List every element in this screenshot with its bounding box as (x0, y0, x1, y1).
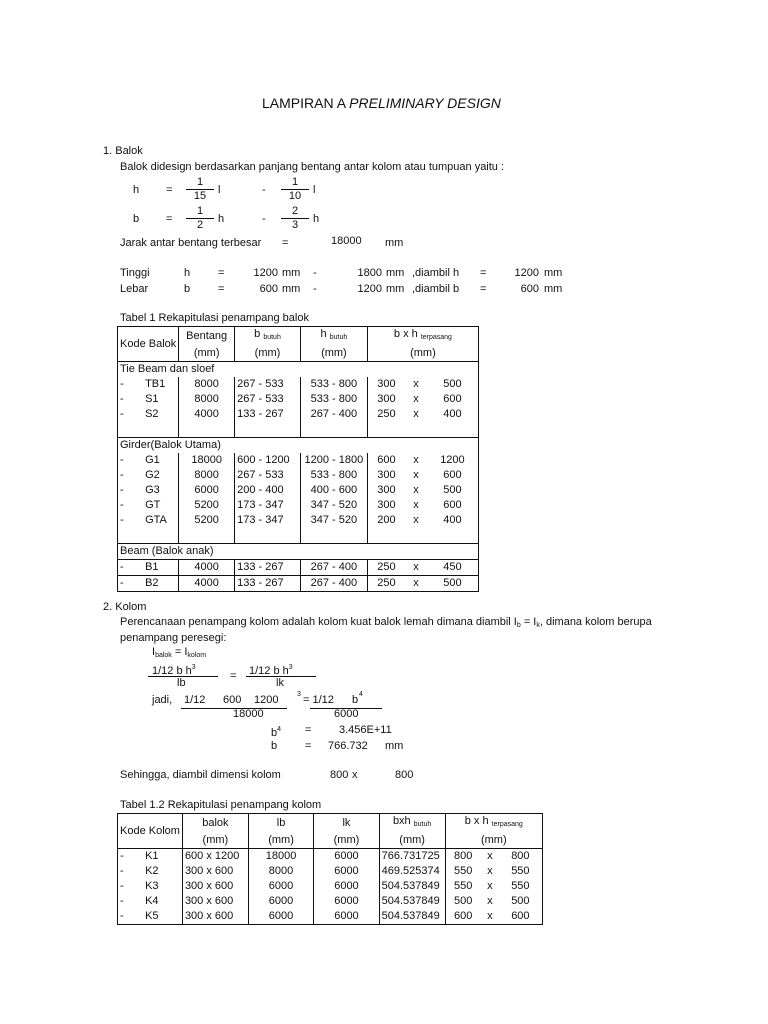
row-b1: 300 (367, 468, 405, 483)
th-b-butuh (235, 327, 301, 346)
row-cell-kode (118, 498, 179, 513)
row-dash: - (120, 378, 124, 390)
row-h: 600 (499, 909, 543, 925)
th-bxh-sub: butuh (413, 821, 432, 828)
row-h: 533 - 800 (300, 377, 367, 392)
row-b: 133 - 267 (235, 560, 301, 576)
row-kode: K2 (145, 865, 159, 877)
row-cell-kode (118, 483, 179, 498)
b-eq: = (166, 213, 173, 225)
row-dash: - (120, 865, 124, 877)
row-cell-kode (118, 576, 179, 592)
table-row (118, 879, 543, 894)
table-row (118, 894, 543, 909)
row-dash: - (120, 393, 124, 405)
row-bxh: 766.731725 (379, 849, 445, 865)
row-lb: 6000 (248, 909, 313, 925)
lebar-v2: 1200 (357, 283, 382, 295)
b4-var: b (271, 727, 278, 739)
row-h: 347 - 520 (300, 513, 367, 528)
row-cell-kode (118, 513, 179, 528)
row-b1: 250 (367, 576, 405, 592)
title-plain: LAMPIRAN A (262, 95, 350, 111)
fraction-1-2 (186, 205, 214, 232)
eq-left-sup: 3 (191, 664, 196, 671)
row-b: 173 - 347 (235, 513, 301, 528)
jadi-label: jadi, (152, 694, 173, 706)
lebar-u3: mm (544, 283, 563, 295)
row-kode: K1 (145, 850, 159, 862)
row-h: 533 - 800 (300, 468, 367, 483)
frac-num: 2 (281, 205, 309, 219)
row-dash: - (120, 561, 124, 573)
row-dash: - (120, 910, 124, 922)
eq-right-sup: 3 (288, 664, 293, 671)
lebar-eq: = (218, 283, 225, 295)
b-result-value: 766.732 (328, 740, 368, 752)
frac-var: l (313, 184, 316, 196)
frac-var: h (313, 213, 320, 225)
row-kode: TB1 (145, 378, 166, 390)
row-bxh: 504.537849 (379, 879, 445, 894)
row-b: 200 - 400 (235, 483, 301, 498)
lebar-eq2: = (480, 283, 487, 295)
b4-eq: = (305, 724, 312, 736)
row-bentang: 5200 (179, 498, 235, 513)
para1-mid: = I (520, 616, 537, 628)
eq-left-num-text: 1/12 b h (152, 665, 192, 677)
row-b1: 200 (367, 513, 405, 528)
dim-x: x (352, 769, 358, 781)
jadi-a: 1/12 (184, 694, 206, 706)
row-lb: 6000 (248, 879, 313, 894)
row-h: 533 - 800 (300, 392, 367, 407)
row-h1: 400 (427, 407, 479, 422)
th-h-unit: (mm) (300, 345, 367, 362)
row-x: x (487, 880, 493, 892)
row-h: 500 (499, 894, 543, 909)
ib-sub: balok (155, 652, 172, 659)
row-balok: 300 x 600 (182, 879, 248, 894)
table-row (118, 513, 479, 528)
table1-caption: Tabel 1 Rekapitulasi penampang balok (120, 312, 309, 324)
row-h1: 400 (427, 513, 479, 528)
jadi-sup2: 4 (359, 691, 363, 698)
row-x: x (413, 393, 419, 405)
th-b-unit: (mm) (235, 345, 301, 362)
fraction-1-10 (281, 176, 309, 203)
b4-sup: 4 (277, 726, 282, 733)
title-italic: PRELIMINARY DESIGN (349, 95, 501, 111)
para1-text: Perencanaan penampang kolom adalah kolom kuat balok lemah dimana diambil I (120, 616, 517, 628)
lebar-var: b (184, 283, 191, 295)
table-row (118, 560, 479, 576)
tinggi-eq2: = (480, 267, 487, 279)
row-kode: GT (145, 499, 161, 511)
tinggi-var: h (184, 267, 191, 279)
row-kode: K4 (145, 895, 159, 907)
frac-den: 10 (288, 190, 302, 202)
th-balok-unit: (mm) (182, 832, 248, 849)
jadi-sup: 3 (297, 691, 301, 698)
frac-num: 1 (186, 205, 214, 219)
row-b: 500 (445, 894, 481, 909)
row-h1: 450 (427, 560, 479, 576)
table-row (118, 468, 479, 483)
row-b: 550 (445, 864, 481, 879)
balok-intro: Balok didesign berdasarkan panjang bentang antar kolom atau tumpuan yaitu : (120, 161, 505, 173)
jarak-eq: = (282, 237, 289, 249)
th-h: h (320, 328, 327, 340)
row-x: x (487, 865, 493, 877)
range-dash: - (262, 213, 266, 225)
tinggi-u1: mm (282, 267, 301, 279)
th-bxh-unit: (mm) (379, 832, 445, 849)
row-b: 173 - 347 (235, 498, 301, 513)
row-x: x (405, 576, 427, 592)
row-dash: - (120, 484, 124, 496)
row-kode: S1 (145, 393, 159, 405)
eq-left-den: lb (177, 677, 186, 689)
table-row (118, 864, 543, 879)
th-bxh-butuh (379, 814, 445, 833)
th-lk: lk (314, 814, 379, 833)
jarak-unit: mm (385, 237, 404, 249)
row-bentang: 8000 (179, 377, 235, 392)
row-balok: 300 x 600 (182, 894, 248, 909)
row-kode: B1 (145, 561, 159, 573)
eq-right-num-text: 1/12 b h (249, 665, 289, 677)
b4-label (271, 723, 281, 740)
th-bentang-unit: (mm) (179, 345, 235, 362)
lebar-label: Lebar (120, 283, 149, 295)
table-kolom (117, 813, 543, 925)
th-h-sub: butuh (329, 334, 348, 341)
row-b: 267 - 533 (235, 468, 301, 483)
row-b: 550 (445, 879, 481, 894)
frac-var: h (218, 213, 225, 225)
row-lk: 6000 (314, 849, 379, 865)
jadi-b: 600 (223, 694, 242, 706)
row-b1: 300 (367, 392, 405, 407)
row-h: 267 - 400 (300, 560, 367, 576)
jadi-c: 1200 (254, 694, 279, 706)
dim-1: 800 (330, 769, 349, 781)
row-x: x (413, 378, 419, 390)
row-lb: 8000 (248, 864, 313, 879)
row-h: 800 (499, 849, 543, 865)
section-balok-heading: 1. Balok (103, 145, 143, 157)
row-lk: 6000 (314, 864, 379, 879)
th-lk-unit: (mm) (314, 832, 379, 849)
row-cell-kode (118, 879, 183, 894)
th-b: b (254, 328, 261, 340)
group-girder: Girder(Balok Utama) (118, 438, 479, 454)
row-bentang: 8000 (179, 468, 235, 483)
th-b-sub: butuh (263, 334, 281, 341)
b-label: b (133, 213, 140, 225)
table-row (118, 392, 479, 407)
para1-sub-b: b (516, 622, 521, 629)
row-dash: - (120, 895, 124, 907)
row-b1: 600 (367, 453, 405, 468)
row-kode: S2 (145, 408, 159, 420)
tinggi-eq: = (218, 267, 225, 279)
th-bxh: bxh (392, 815, 411, 827)
table-balok (117, 326, 479, 592)
page-title (262, 96, 501, 110)
table-row (118, 407, 479, 422)
lebar-diambil: ,diambil b (412, 283, 460, 295)
th-balok: balok (182, 814, 248, 833)
row-h1: 500 (427, 483, 479, 498)
dim-2: 800 (395, 769, 414, 781)
row-b: 600 - 1200 (235, 453, 301, 468)
b-result-label: b (271, 740, 278, 752)
frac-num: 1 (186, 176, 214, 190)
row-h1: 500 (427, 377, 479, 392)
th-bxh-terpasang (367, 327, 478, 346)
group-beam: Beam (Balok anak) (118, 544, 479, 560)
tinggi-v3: 1200 (514, 267, 539, 279)
row-b: 133 - 267 (235, 576, 301, 592)
th-bxh: b x h (393, 328, 418, 340)
row-cell-kode (118, 894, 183, 909)
row-h1: 600 (427, 392, 479, 407)
table-row (118, 849, 543, 865)
table-row (118, 576, 479, 592)
row-b1: 300 (367, 483, 405, 498)
table2-caption: Tabel 1.2 Rekapitulasi penampang kolom (120, 799, 322, 811)
row-b1: 250 (367, 407, 405, 422)
row-bentang: 18000 (179, 453, 235, 468)
range-dash: - (262, 184, 266, 196)
row-b: 267 - 533 (235, 377, 301, 392)
table-row (118, 453, 479, 468)
row-dash: - (120, 499, 124, 511)
tinggi-v1: 1200 (253, 267, 278, 279)
row-cell-kode (118, 407, 179, 422)
jadi-den-left: 18000 (233, 708, 264, 720)
row-b: 800 (445, 849, 481, 865)
para1-end: , dimana kolom berupa (539, 616, 652, 628)
th-bxh2: b x h (464, 815, 489, 827)
tinggi-dash: - (313, 267, 317, 279)
frac-den: 15 (193, 190, 207, 202)
row-bxh: 469.525374 (379, 864, 445, 879)
row-kode: B2 (145, 577, 159, 589)
h-label: h (133, 184, 140, 196)
row-x: x (413, 561, 419, 573)
row-h: 267 - 400 (300, 407, 367, 422)
sehingga-text: Sehingga, diambil dimensi kolom (120, 769, 281, 781)
row-dash: - (120, 850, 124, 862)
lebar-dash: - (313, 283, 317, 295)
jarak-value: 18000 (331, 235, 362, 247)
row-b1: 250 (367, 560, 405, 576)
row-cell-kode (118, 468, 179, 483)
row-cell-kode (118, 849, 183, 865)
row-h: 267 - 400 (300, 576, 367, 592)
table-row (118, 377, 479, 392)
row-x: x (487, 850, 493, 862)
lebar-u2: mm (386, 283, 405, 295)
row-h: 347 - 520 (300, 498, 367, 513)
ik-sub: kolom (187, 652, 207, 659)
row-cell-kode (118, 864, 183, 879)
frac-den: 2 (196, 219, 204, 231)
row-lb: 18000 (248, 849, 313, 865)
b4-value: 3.456E+11 (339, 724, 392, 736)
th-bxh2-unit: (mm) (445, 832, 542, 849)
row-h: 550 (499, 879, 543, 894)
para1-sub-k: k (536, 622, 540, 629)
row-x: x (481, 909, 499, 925)
row-dash: - (120, 577, 124, 589)
th-bxh-unit: (mm) (367, 345, 478, 362)
row-bentang: 4000 (179, 407, 235, 422)
row-x: x (487, 895, 493, 907)
row-b1: 300 (367, 377, 405, 392)
tinggi-label: Tinggi (120, 267, 150, 279)
th-bxh-sub: terpasang (420, 334, 452, 341)
row-dash: - (120, 514, 124, 526)
row-balok: 300 x 600 (182, 864, 248, 879)
row-x: x (413, 469, 419, 481)
row-lb: 6000 (248, 894, 313, 909)
row-kode: G3 (145, 484, 160, 496)
th-bxh2-sub: terpasang (491, 821, 523, 828)
row-h: 400 - 600 (300, 483, 367, 498)
table-row (118, 498, 479, 513)
row-lk: 6000 (314, 879, 379, 894)
row-lk: 6000 (314, 894, 379, 909)
row-dash: - (120, 454, 124, 466)
row-h1: 600 (427, 498, 479, 513)
th-h-butuh (300, 327, 367, 346)
row-balok: 300 x 600 (182, 909, 248, 925)
tinggi-diambil: ,diambil h (412, 267, 460, 279)
row-bentang: 5200 (179, 513, 235, 528)
row-bentang: 8000 (179, 392, 235, 407)
ib-i: I (152, 646, 156, 658)
row-cell-kode (118, 392, 179, 407)
group-tie-beam: Tie Beam dan sloef (118, 362, 479, 378)
row-h1: 600 (427, 468, 479, 483)
row-lk: 6000 (314, 909, 379, 925)
lebar-v3: 600 (520, 283, 539, 295)
row-bxh: 504.537849 (379, 909, 445, 925)
section-kolom-heading: 2. Kolom (103, 601, 147, 613)
b-result-unit: mm (385, 740, 404, 752)
row-x: x (413, 514, 419, 526)
row-dash: - (120, 469, 124, 481)
row-cell-kode (118, 560, 179, 576)
frac-num: 1 (281, 176, 309, 190)
jadi-eq: = 1/12 (303, 694, 334, 706)
row-dash: - (120, 880, 124, 892)
ib-eq: = I (171, 646, 188, 658)
eq-right-den: lk (276, 677, 284, 689)
row-bentang: 4000 (179, 560, 235, 576)
row-cell-kode (118, 453, 179, 468)
frac-var: l (218, 184, 221, 196)
row-bxh: 504.537849 (379, 894, 445, 909)
th-lb-unit: (mm) (248, 832, 313, 849)
eq-mid: = (230, 670, 237, 682)
row-kode: K3 (145, 880, 159, 892)
th-bentang: Bentang (179, 327, 235, 346)
h-eq: = (166, 184, 173, 196)
lebar-u1: mm (282, 283, 301, 295)
th-bxh-terpasang (445, 814, 542, 833)
row-h: 1200 - 1800 (300, 453, 367, 468)
b-result-eq: = (305, 740, 312, 752)
row-cell-kode (118, 909, 183, 925)
row-b: 133 - 267 (235, 407, 301, 422)
row-b: 600 (445, 909, 481, 925)
tinggi-v2: 1800 (357, 267, 382, 279)
row-kode: K5 (145, 910, 159, 922)
row-cell-kode (118, 377, 179, 392)
row-x: x (413, 454, 419, 466)
row-bentang: 4000 (179, 576, 235, 592)
jadi-d: b (352, 694, 359, 706)
th-lb: lb (248, 814, 313, 833)
row-b1: 300 (367, 498, 405, 513)
frac-den: 3 (291, 219, 299, 231)
lebar-v1: 600 (259, 283, 278, 295)
row-kode: G2 (145, 469, 160, 481)
table-row (118, 909, 543, 925)
row-dash: - (120, 408, 124, 420)
row-kode: G1 (145, 454, 160, 466)
fraction-1-15 (186, 176, 214, 203)
fraction-2-3 (281, 205, 309, 232)
row-x: x (413, 408, 419, 420)
row-b: 267 - 533 (235, 392, 301, 407)
table-row (118, 483, 479, 498)
row-kode: GTA (145, 514, 167, 526)
row-balok: 600 x 1200 (182, 849, 248, 865)
row-h1: 500 (427, 576, 479, 592)
kolom-para-line2: penampang peresegi: (120, 632, 227, 644)
th-kode-balok: Kode Balok (118, 327, 179, 362)
tinggi-u3: mm (544, 267, 563, 279)
tinggi-u2: mm (386, 267, 405, 279)
row-h: 550 (499, 864, 543, 879)
jadi-den-right: 6000 (334, 708, 359, 720)
th-kode-kolom: Kode Kolom (118, 814, 183, 849)
row-x: x (413, 484, 419, 496)
row-h1: 1200 (427, 453, 479, 468)
row-bentang: 6000 (179, 483, 235, 498)
jarak-label: Jarak antar bentang terbesar (120, 237, 262, 249)
row-x: x (413, 499, 419, 511)
